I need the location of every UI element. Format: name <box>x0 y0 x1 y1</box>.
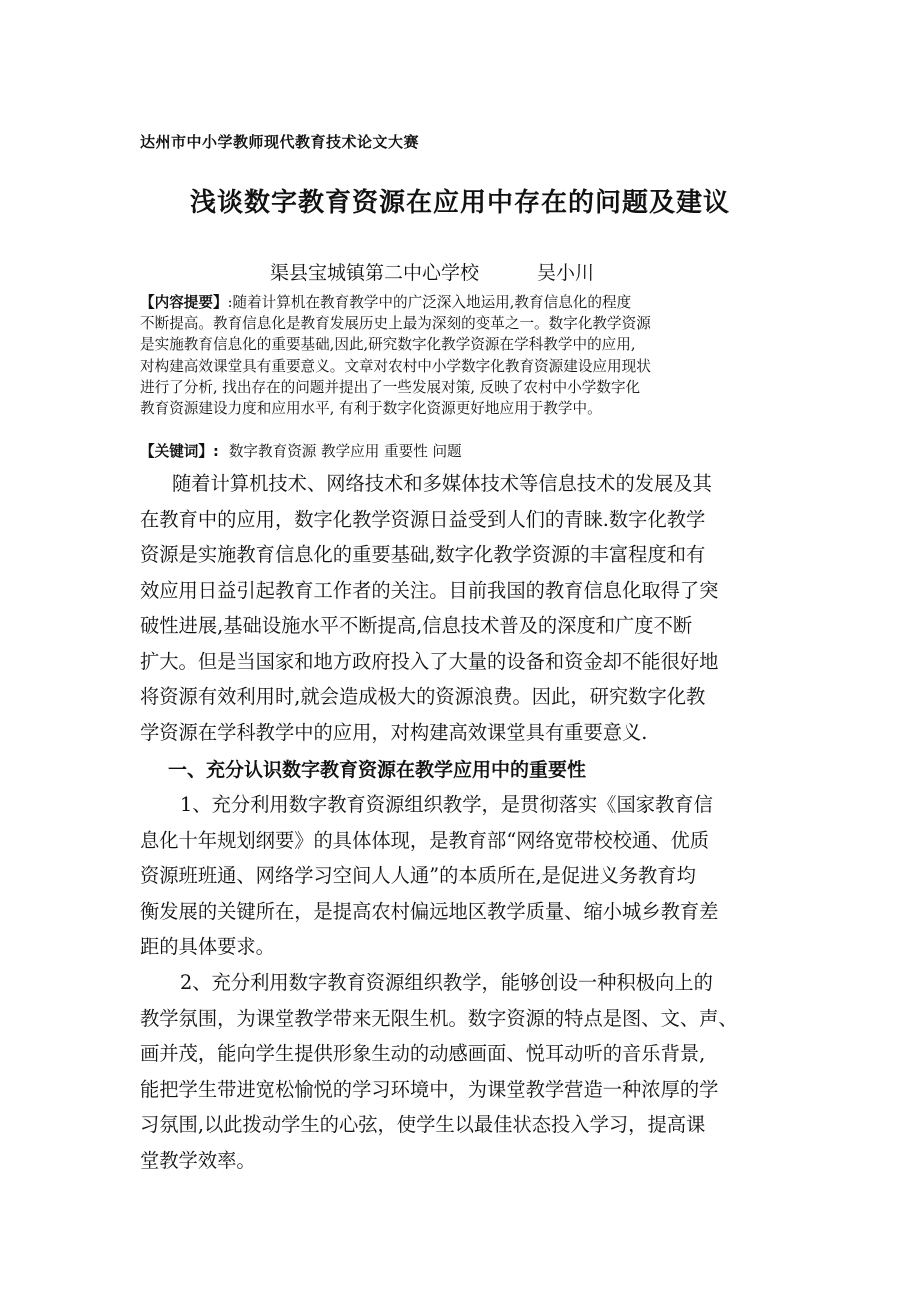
abstract-label: 【内容提要】 <box>140 294 228 311</box>
paragraph-line: 破性进展,基础设施水平不断提高,信息技术普及的深度和广度不断 <box>140 614 693 637</box>
paper-title: 浅谈数字教育资源在应用中存在的问题及建议 <box>189 188 730 218</box>
paragraph-line: 能把学生带进宽松愉悦的学习环境中，为课堂教学营造一种浓厚的学 <box>140 1077 719 1101</box>
keywords <box>140 440 462 461</box>
abstract-line: 对构建高效课堂具有重要意义。文章对农村中小学数字化教育资源建设应用现状 <box>140 357 651 375</box>
paragraph-line: 2、充分利用数字教育资源组织教学，能够创设一种积极向上的 <box>180 971 713 994</box>
abstract-line: 教育资源建设力度和应用水平, 有利于数字化资源更好地应用于教学中。 <box>140 400 602 418</box>
keywords-label: 【关键词】: <box>140 443 219 460</box>
contest-header: 达州市中小学教师现代教育技术论文大赛 <box>140 133 420 151</box>
paragraph-line: 画并茂，能向学生提供形象生动的动感画面、悦耳动听的音乐背景, <box>140 1042 706 1065</box>
paragraph-line: 学资源在学科教学中的应用，对构建高效课堂具有重要意义. <box>140 720 648 744</box>
abstract-line <box>140 292 790 313</box>
section1-item1 <box>140 787 780 965</box>
abstract <box>140 292 790 419</box>
paragraph-line: 资源班班通、网络学习空间人人通”的本质所在,是促进义务教育均 <box>140 864 696 887</box>
paragraph-line: 资源是实施教育信息化的重要基础,数字化教学资源的丰富程度和有 <box>140 543 706 566</box>
abstract-line: 不断提高。教育信息化是教育发展历史上最为深刻的变革之一。数字化教学资源 <box>140 315 651 333</box>
paragraph-line: 衡发展的关键所在，是提高农村偏远地区教学质量、缩小城乡教育差 <box>140 899 719 923</box>
school-name: 渠县宝城镇第二中心学校 <box>270 262 480 284</box>
section1-item2 <box>140 965 780 1178</box>
byline <box>270 258 594 285</box>
paragraph-line: 随着计算机技术、网络技术和多媒体技术等信息技术的发展及其 <box>172 472 712 495</box>
paragraph-line: 将资源有效利用时,就会造成极大的资源浪费。因此，研究数字化教 <box>140 685 706 708</box>
paragraph-line: 堂教学效率。 <box>140 1148 256 1172</box>
abstract-line: 是实施教育信息化的重要基础,因此,研究数字化教学资源在学科教学中的应用, <box>140 336 636 354</box>
paragraph-line: 效应用日益引起教育工作者的关注。目前我国的教育信息化取得了突 <box>140 578 719 602</box>
intro-paragraph <box>140 466 780 750</box>
abstract-line: 进行了分析, 找出存在的问题并提出了一些发展对策, 反映了农村中小学数字化 <box>140 378 641 396</box>
paragraph-line: 习氛围,以此拨动学生的心弦，使学生以最佳状态投入学习，提高课 <box>140 1113 706 1136</box>
abstract-text: :随着计算机在教育教学中的广泛深入地运用,教育信息化的程度 <box>227 294 632 311</box>
paragraph-line: 1、充分利用数字教育资源组织教学，是贯彻落实《国家教育信 <box>180 793 713 816</box>
paragraph-line: 距的具体要求。 <box>140 935 275 958</box>
paragraph-line: 教学氛围，为课堂教学带来无限生机。数字资源的特点是图、文、声、 <box>140 1006 738 1030</box>
section-heading: 一、充分认识数字教育资源在教学应用中的重要性 <box>168 759 587 781</box>
keywords-text: 数字教育资源 教学应用 重要性 问题 <box>228 443 462 460</box>
author-name: 吴小川 <box>537 262 595 284</box>
paragraph-line: 息化十年规划纲要》的具体体现，是教育部“网络宽带校校通、优质 <box>140 828 710 852</box>
paragraph-line: 扩大。但是当国家和地方政府投入了大量的设备和资金却不能很好地 <box>140 649 719 673</box>
paragraph-line: 在教育中的应用，数字化教学资源日益受到人们的青睐.数字化教学 <box>140 507 706 531</box>
